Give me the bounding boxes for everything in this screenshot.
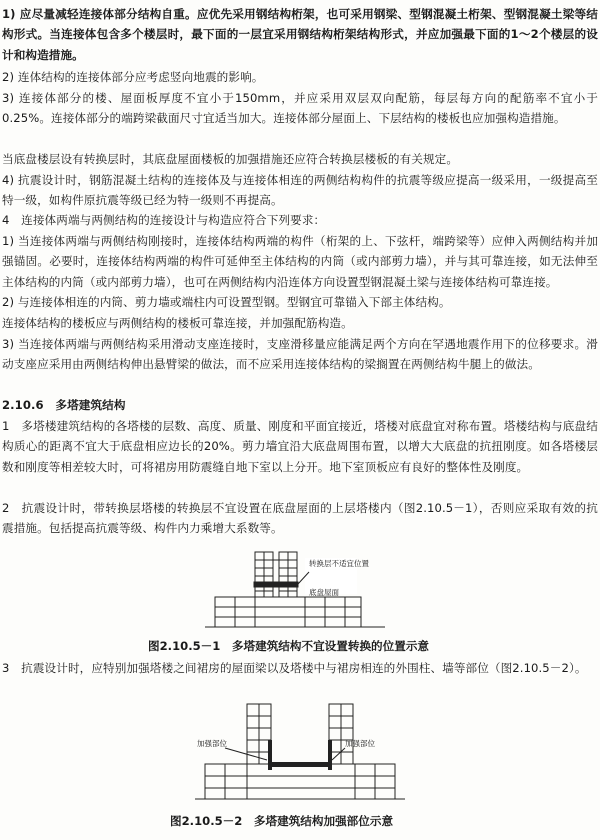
- paragraph-multi-tower-3: 3 抗震设计时，应特别加强塔楼之间裙房的屋面梁以及塔楼中与裙房相连的外围柱、墙等部位（图2.10.5－2）。: [2, 661, 587, 675]
- figure-2-left-label: 加强部位: [197, 739, 227, 748]
- paragraph-item-1: 1) 应尽量减轻连接体部分结构自重。应优先采用钢结构桁架，也可采用钢梁、型钢混凝土桁架、型钢混凝土梁等结构形式。当连接体包含多个楼层时，最下面的一层宜采用钢结构桁架结构形式，并应加强最下面的1～2个楼层的设计和构造措施。: [2, 7, 598, 62]
- figure-1-caption: 图2.10.5－1 多塔建筑结构不宜设置转换的位置示意: [148, 639, 430, 653]
- figure-2-caption: 图2.10.5－2 多塔建筑结构加强部位示意: [170, 814, 394, 828]
- paragraph-multi-tower-2: 2 抗震设计时，带转换层塔楼的转换层不宜设置在底盘屋面的上层塔楼内（图2.10.5－1），否则应采取有效的抗震措施。包括提高抗震等级、构件内力乘增大系数等。: [2, 501, 598, 536]
- paragraph-item-3: 3) 连接体部分的楼、屋面板厚度不宜小于150mm，并应采用双层双向配筋，每层每方向的配筋率不宜小于0.25%。连接体部分的端跨梁截面尺寸宜适当加大。连接体部分屋面上、下层结构的楼板也应加强构造措施。: [2, 91, 598, 126]
- paragraph-multi-tower-1: 1 多塔楼建筑结构的各塔楼的层数、高度、质量、刚度和平面宜接近，塔楼对底盘宜对称布置。塔楼结构与底盘结构质心的距离不宜大于底盘相应边长的20%。剪力墙宜沿大底盘周围布置，以增大大底盘的抗扭刚度。如各塔楼层数和刚度等相差较大时，可将裙房用防震缝自地下室以上分开。地下室顶板应有良好的整体性及刚度。: [2, 419, 598, 474]
- figure-2-right-label: 加强部位: [345, 739, 375, 748]
- figure-1-transfer-label: 转换层不适宜位置: [309, 559, 369, 568]
- paragraph-slab-connection: 连接体结构的楼板应与两侧结构的楼板可靠连接，并加强配筋构造。: [2, 316, 353, 330]
- paragraph-item-4: 4) 抗震设计时，钢筋混凝土结构的连接体及与连接体相连的两侧结构构件的抗震等级应提高一级采用，一级提高至特一级，如构件原抗震等级已经为特一级则不再提高。: [2, 173, 598, 208]
- figure-1-diagram: [205, 550, 385, 630]
- paragraph-rigid-connection: 1) 当连接体两端与两侧结构刚接时，连接体结构两端的构件（桁架的上、下弦杆，端跨梁等）应伸入两侧结构并加强锚固。必要时，连接体结构两端的构件可延伸至主体结构的内筒（或内部剪力墙），并与其可靠连接，如无法伸至主体结构的内筒（或内部剪力墙），也可在两侧结构内沿连体方向设置型钢混凝土梁与连接体结构可靠连接。: [2, 234, 598, 289]
- section-heading-2-10-6: 2.10.6 多塔建筑结构: [2, 398, 126, 412]
- figure-2-diagram: [195, 700, 405, 802]
- paragraph-item-2: 2) 连体结构的连接体部分应考虑竖向地震的影响。: [2, 70, 264, 84]
- figure-1-podium-label: 底盘屋面: [309, 588, 339, 597]
- paragraph-section-4: 4 连接体两端与两侧结构的连接设计与构造应符合下列要求：: [2, 213, 326, 227]
- paragraph-transfer-note: 当底盘楼层设有转换层时，其底盘屋面楼板的加强措施还应符合转换层楼板的有关规定。: [2, 152, 459, 166]
- paragraph-sliding-support: 3) 当连接体两端与两侧结构采用滑动支座连接时，支座滑移量应能满足两个方向在罕遇地震作用下的位移要求。滑动支座应采用由两侧结构伸出悬臂梁的做法，而不应采用连接体结构的梁搁置在两侧结构牛腿上的做法。: [2, 337, 598, 372]
- paragraph-steel-core: 2) 与连接体相连的内筒、剪力墙或端柱内可设置型钢。型钢宜可靠锚入下部主体结构。: [2, 295, 451, 309]
